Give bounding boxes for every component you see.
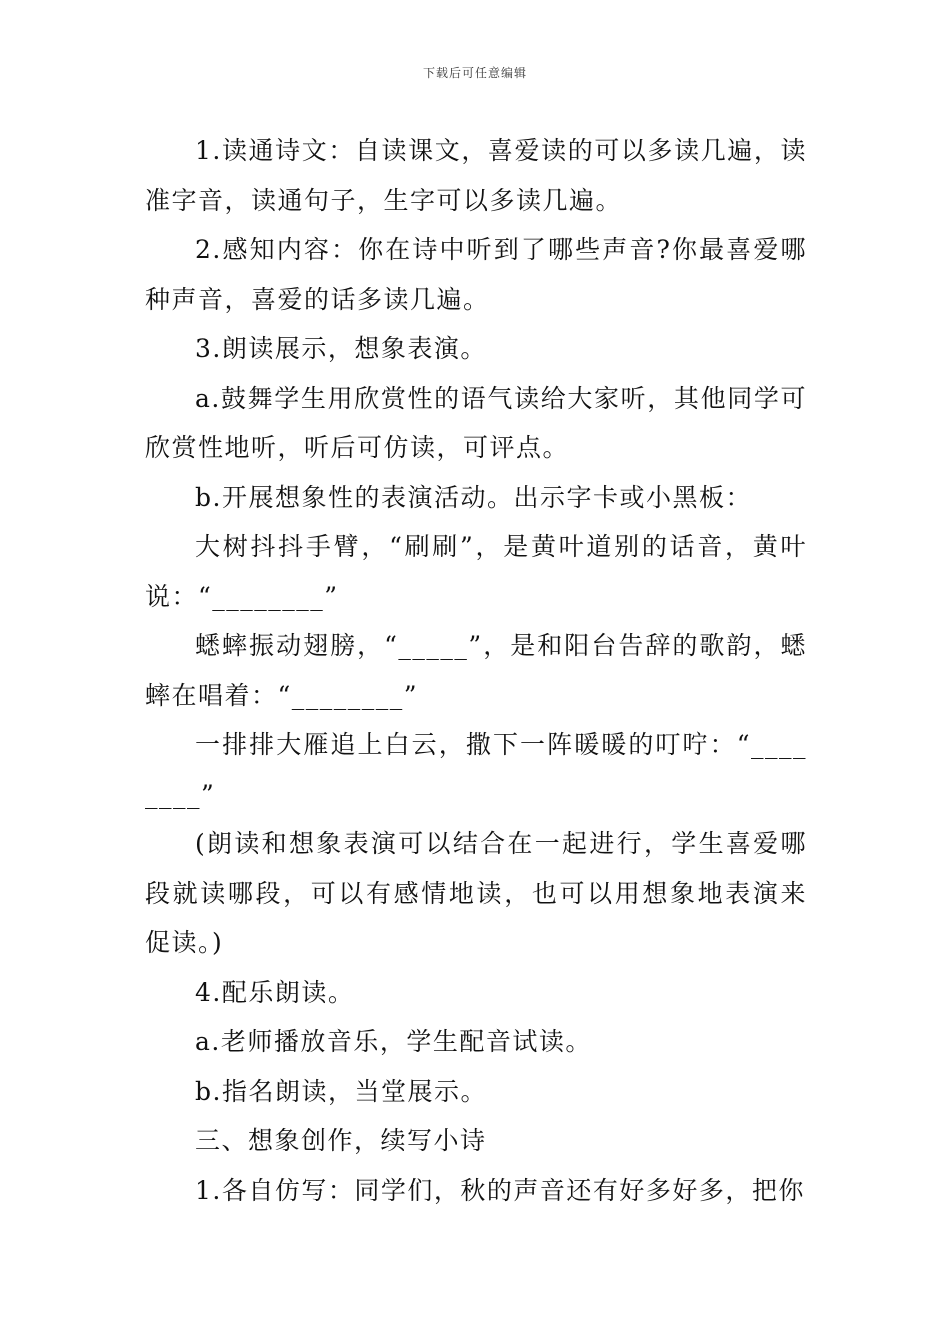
- paragraph-read-through: 1.读通诗文：自读课文，喜爱读的可以多读几遍，读准字音，读通句子，生字可以多读几遍。: [145, 136, 807, 215]
- paragraph-encourage-reading: a.鼓舞学生用欣赏性的语气读给大家听，其他同学可欣赏性地听，听后可仿读，可评点。: [145, 383, 807, 462]
- paragraph-wild-geese: 一排排大雁追上白云，撒下一阵暖暖的叮咛：“________”: [145, 730, 807, 809]
- paragraph-imitation-writing: 1.各自仿写：同学们，秋的声音还有好多好多，把你: [195, 1175, 805, 1205]
- paragraph-named-reading: b.指名朗读，当堂展示。: [195, 1076, 487, 1106]
- document-body: [145, 126, 807, 1215]
- paragraph-imagination-activity: b.开展想象性的表演活动。出示字卡或小黑板：: [195, 482, 752, 512]
- page-header: 下载后可任意编辑: [422, 66, 527, 80]
- paragraph-note: (朗读和想象表演可以结合在一起进行，学生喜爱哪段就读哪段，可以有感情地读，也可以用想象地表演来促读。): [145, 829, 807, 957]
- paragraph-cricket: 蟋蟀振动翅膀，“_____”，是和阳台告辞的歌韵，蟋蟀在唱着：“________”: [145, 631, 807, 710]
- paragraph-music-reading: 4.配乐朗读。: [195, 977, 355, 1007]
- paragraph-reading-show: 3.朗读展示，想象表演。: [195, 334, 487, 363]
- paragraph-teacher-music: a.老师播放音乐，学生配音试读。: [195, 1027, 592, 1056]
- section-heading-imagine-create: 三、想象创作，续写小诗: [195, 1126, 487, 1155]
- paragraph-big-tree: 大树抖抖手臂，“刷刷”，是黄叶道别的话音，黄叶说：“________”: [145, 532, 807, 611]
- paragraph-perceive-content: 2.感知内容：你在诗中听到了哪些声音?你最喜爱哪种声音，喜爱的话多读几遍。: [145, 235, 807, 314]
